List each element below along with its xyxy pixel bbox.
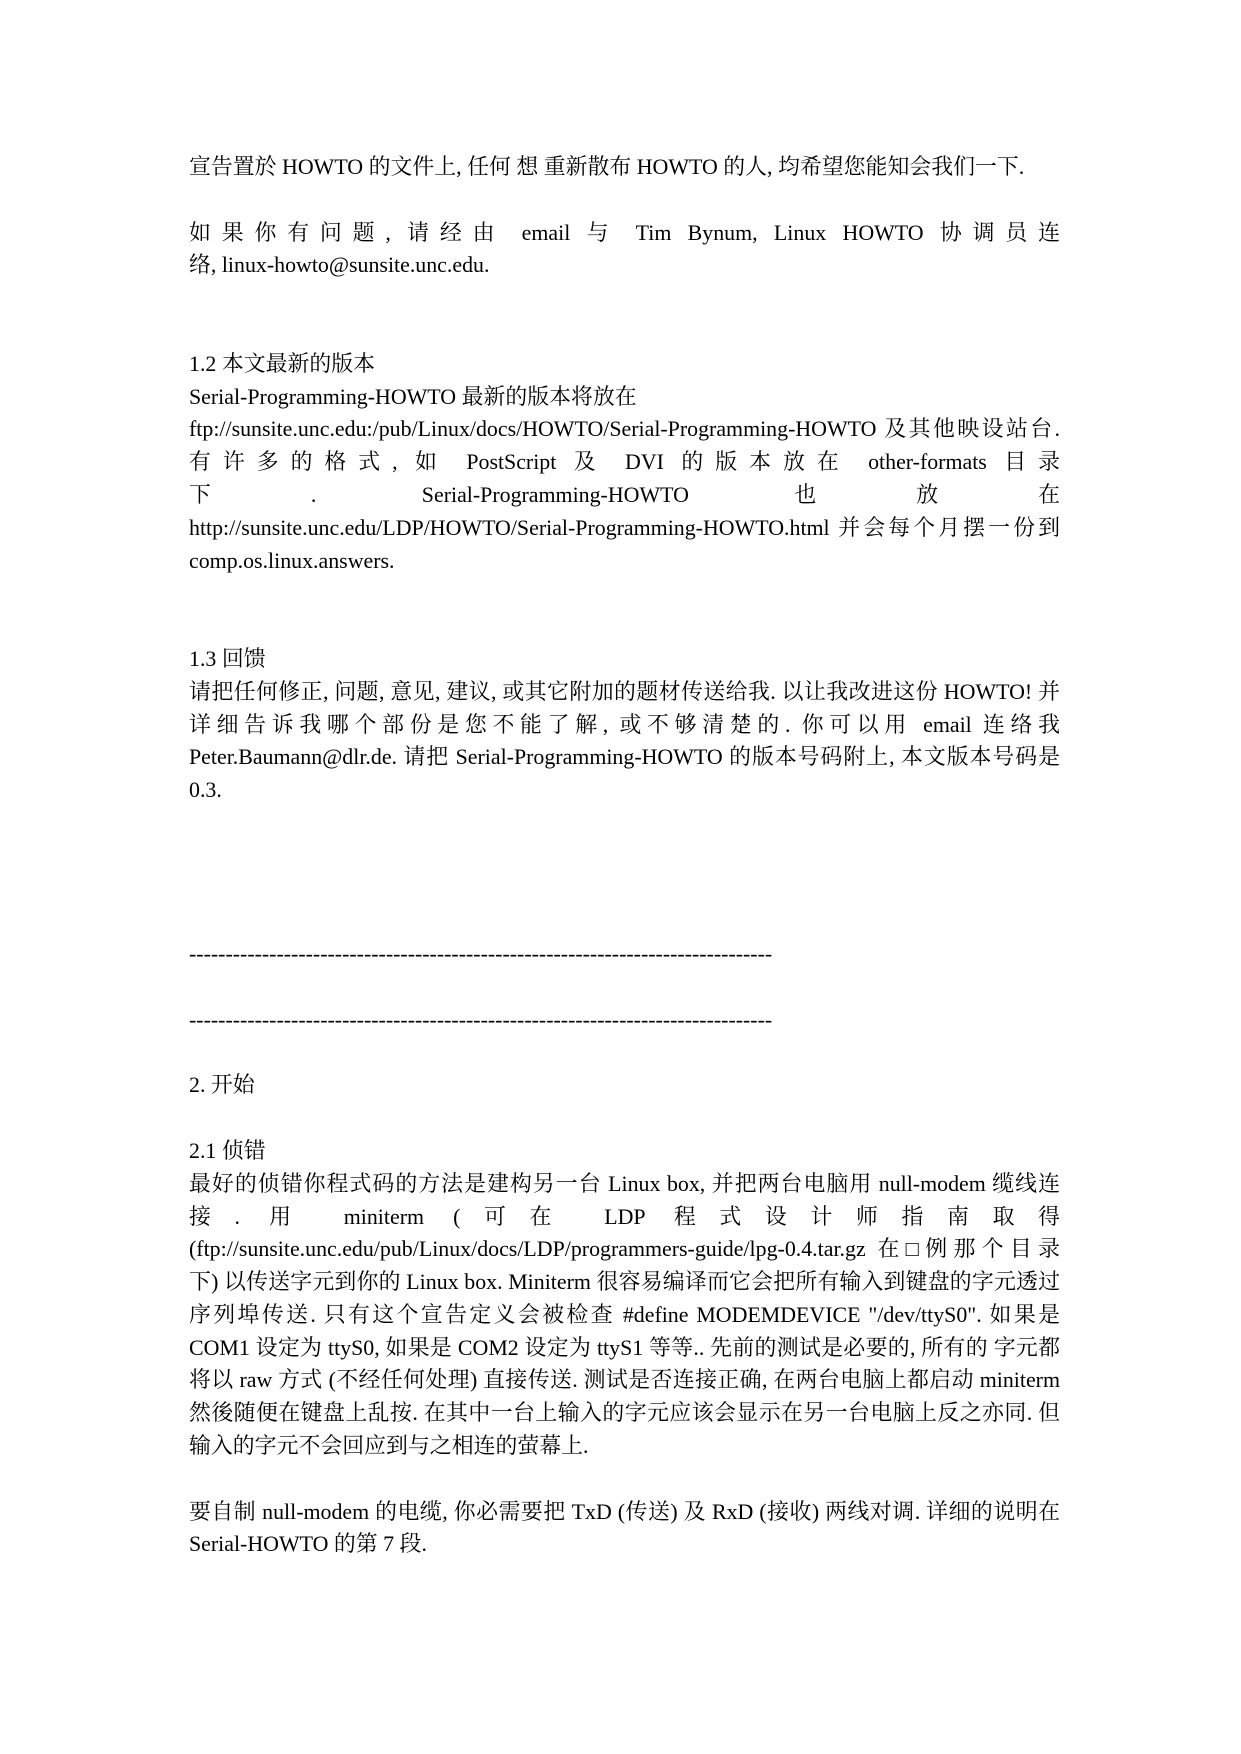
paragraph-line: ftp://sunsite.unc.edu:/pub/Linux/docs/HOWTO/Serial-Programming-HOWTO 及其他映设站台. bbox=[189, 416, 1060, 442]
dashed-separator: -------------------------------------------------------------------------------- bbox=[189, 941, 773, 967]
paragraph-line: COM1 设定为 ttyS0, 如果是 COM2 设定为 ttyS1 等等.. 先前的测试是必要的, 所有的 字元都 bbox=[189, 1334, 1060, 1360]
paragraph-line: Peter.Baumann@dlr.de. 请把 Serial-Programming-HOWTO 的版本号码附上, 本文版本号码是 bbox=[189, 744, 1060, 770]
paragraph-line: 输入的字元不会回应到与之相连的萤幕上. bbox=[189, 1433, 589, 1459]
paragraph-line: 然後随便在键盘上乱按. 在其中一台上输入的字元应该会显示在另一台电脑上反之亦同. 但 bbox=[189, 1400, 1060, 1426]
paragraph-line: 下) 以传送字元到你的 Linux box. Miniterm 很容易编译而它会把所有输入到键盘的字元透过 bbox=[189, 1269, 1060, 1295]
null-modem-paragraph bbox=[189, 1496, 1060, 1562]
paragraph-line: 有许多的格式, 如 PostScript 及 DVI 的版本放在 other-formats 目录 bbox=[189, 449, 1060, 475]
paragraph-line: 详细告诉我哪个部份是您不能了解, 或不够清楚的. 你可以用 email 连络我 bbox=[189, 711, 1060, 737]
paragraph-line: 最好的侦错你程式码的方法是建构另一台 Linux box, 并把两台电脑用 null-modem 缆线连 bbox=[189, 1170, 1060, 1196]
section-2-1 bbox=[189, 1135, 1060, 1463]
section-1-2 bbox=[189, 348, 1060, 578]
section-heading: 1.3 回馈 bbox=[189, 645, 266, 671]
separator-block bbox=[189, 1004, 1060, 1037]
paragraph-line: 络, linux-howto@sunsite.unc.edu. bbox=[189, 252, 490, 278]
separator-block bbox=[189, 938, 1060, 971]
paragraph-line: 如果你有问题, 请经由 email 与 Tim Bynum, Linux HOWTO 协调员连 bbox=[189, 219, 1060, 245]
dashed-separator: -------------------------------------------------------------------------------- bbox=[189, 1006, 773, 1032]
paragraph-line: 将以 raw 方式 (不经任何处理) 直接传送. 测试是否连接正确, 在两台电脑上都启动 miniterm bbox=[189, 1367, 1060, 1393]
intro-paragraph bbox=[189, 151, 1060, 184]
paragraph-line: http://sunsite.unc.edu/LDP/HOWTO/Serial-Programming-HOWTO.html 并会每个月摆一份到 bbox=[189, 514, 1060, 540]
paragraph-line: 宣告置於 HOWTO 的文件上, 任何 想 重新散布 HOWTO 的人, 均希望您能知会我们一下. bbox=[189, 154, 1025, 179]
contact-paragraph bbox=[189, 217, 1060, 283]
paragraph-line: Serial-Programming-HOWTO 最新的版本将放在 bbox=[189, 383, 637, 409]
paragraph-line: 0.3. bbox=[189, 777, 222, 803]
section-heading: 1.2 本文最新的版本 bbox=[189, 350, 376, 376]
paragraph-line: comp.os.linux.answers. bbox=[189, 547, 395, 573]
section-1-3 bbox=[189, 643, 1060, 807]
paragraph-line: 序列埠传送. 只有这个宣告定义会被检查 #define MODEMDEVICE "/dev/ttyS0". 如果是 bbox=[189, 1301, 1060, 1327]
chapter-heading: 2. 开始 bbox=[189, 1072, 255, 1098]
paragraph-line: 接. 用 miniterm (可在 LDP 程式设计师指南取得 bbox=[189, 1203, 1060, 1229]
section-heading: 2.1 侦错 bbox=[189, 1137, 266, 1163]
paragraph-line: Serial-HOWTO 的第 7 段. bbox=[189, 1531, 427, 1557]
chapter-2 bbox=[189, 1069, 1060, 1102]
paragraph-line: 下. Serial-Programming-HOWTO 也放在 bbox=[189, 481, 1060, 507]
paragraph-line: (ftp://sunsite.unc.edu/pub/Linux/docs/LDP/programmers-guide/lpg-0.4.tar.gz 在□例那个目录 bbox=[189, 1236, 1060, 1262]
paragraph-line: 请把任何修正, 问题, 意见, 建议, 或其它附加的题材传送给我. 以让我改进这份 HOWTO! 并 bbox=[189, 678, 1060, 704]
paragraph-line: 要自制 null-modem 的电缆, 你必需要把 TxD (传送) 及 RxD (接收) 两线对调. 详细的说明在 bbox=[189, 1498, 1060, 1524]
